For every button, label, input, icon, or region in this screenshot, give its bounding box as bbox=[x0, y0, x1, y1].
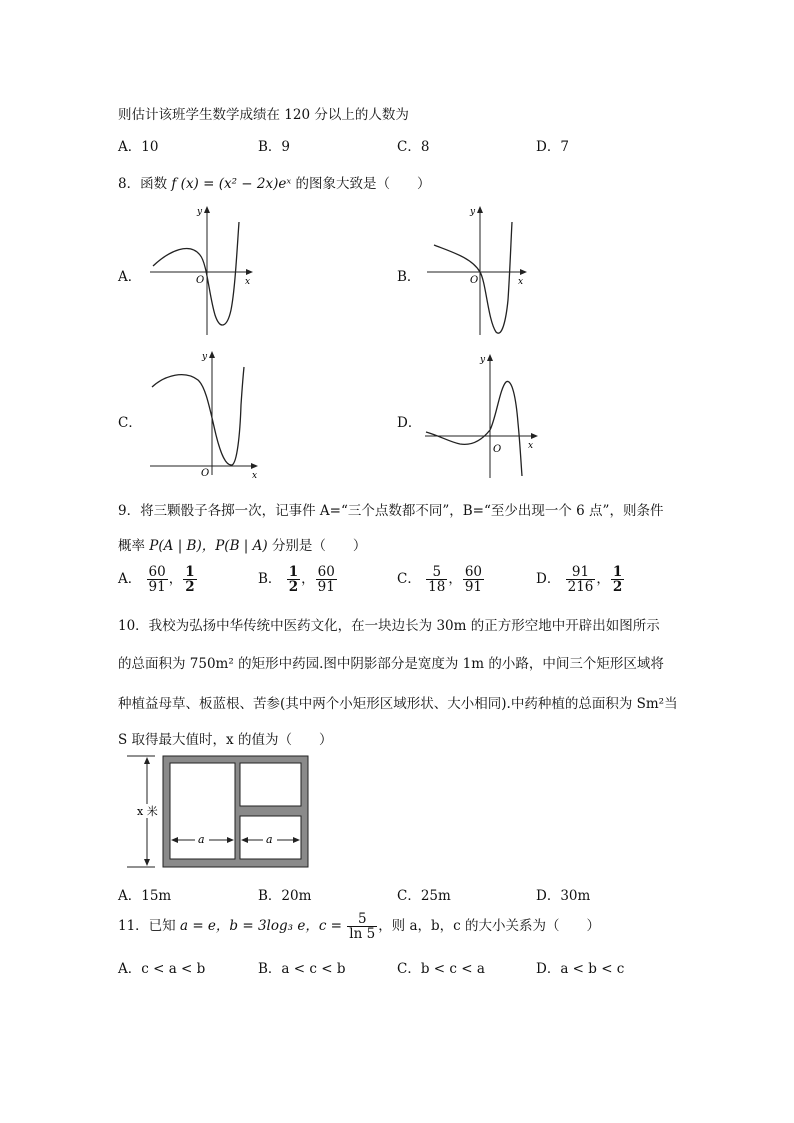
numerator: 1 bbox=[612, 564, 623, 580]
q11-stem bbox=[118, 912, 600, 941]
arrow-up-icon bbox=[144, 757, 150, 764]
x-label: x bbox=[252, 471, 258, 480]
q10-line2: 的总面积为 750m² 的矩形中药园.图中阴影部分是宽度为 1m 的小路，中间三个矩形区域将 bbox=[118, 656, 664, 672]
origin-label: O bbox=[470, 275, 479, 286]
denominator: 91 bbox=[317, 579, 335, 596]
fraction-2 bbox=[463, 565, 484, 594]
q9-line2-formula: P(A | B)，P(B | A) bbox=[149, 538, 268, 554]
q10-option-c: C．25m bbox=[397, 888, 451, 904]
curve bbox=[152, 367, 244, 465]
q11-option-b: B．a < c < b bbox=[258, 961, 346, 977]
fraction-1 bbox=[147, 565, 168, 594]
denominator: ln 5 bbox=[349, 926, 376, 943]
q9-line2-prefix: 概率 bbox=[118, 538, 145, 554]
fraction-2 bbox=[611, 565, 624, 594]
numerator: 91 bbox=[566, 565, 596, 580]
numerator: 1 bbox=[185, 564, 195, 580]
q10-option-d: D．30m bbox=[536, 888, 591, 904]
q8-option-c-label: C． bbox=[118, 415, 142, 431]
q11-expr: a = e，b = 3log₃ e，c = bbox=[179, 918, 342, 935]
q11-prefix: 11．已知 bbox=[118, 918, 176, 935]
y-arrow-icon bbox=[477, 206, 483, 213]
option-label: C． bbox=[397, 571, 421, 588]
q10-line1: 10．我校为弘扬中华传统中医药文化，在一块边长为 30m 的正方形空地中开辟出如图所示 bbox=[118, 618, 660, 634]
y-arrow-icon bbox=[209, 351, 215, 358]
denominator: 91 bbox=[148, 579, 166, 596]
q11-option-d: D．a < b < c bbox=[536, 961, 625, 977]
option-label: B． bbox=[258, 571, 282, 588]
q8-prefix: 8．函数 bbox=[118, 176, 168, 192]
numerator: 60 bbox=[317, 564, 335, 580]
denominator: 91 bbox=[464, 579, 483, 596]
q10-garden-figure bbox=[125, 752, 315, 872]
denominator: 2 bbox=[612, 579, 623, 596]
x-arrow-icon bbox=[520, 269, 527, 275]
x-label: x bbox=[528, 441, 534, 451]
q8-option-d-label: D． bbox=[397, 415, 422, 431]
q8-graph-b bbox=[422, 200, 537, 340]
q8-option-a-label: A． bbox=[118, 269, 142, 285]
q10-line4: S 取得最大值时，x 的值为（ ） bbox=[118, 732, 333, 748]
q11-option-a: A．c < a < b bbox=[118, 961, 206, 977]
q8-graph-c bbox=[140, 345, 265, 480]
height-label: x 米 bbox=[137, 805, 158, 818]
origin-label: O bbox=[493, 444, 502, 455]
q8-graph-a bbox=[145, 200, 260, 340]
y-label: y bbox=[197, 207, 203, 217]
numerator: 60 bbox=[148, 564, 166, 580]
numerator: 5 bbox=[426, 565, 447, 580]
numerator: 5 bbox=[347, 912, 377, 927]
q9-option-d: D． $\frac{91}{216}$ ， $\frac{1}{2}$ bbox=[536, 564, 623, 596]
q9-line2 bbox=[118, 534, 366, 554]
q9-option-a: A． $\frac{60}{91}$ ， $\frac{1}{2}$ bbox=[118, 564, 195, 596]
x-arrow-icon bbox=[531, 433, 538, 439]
curve bbox=[426, 381, 522, 476]
x-label: x bbox=[245, 277, 251, 287]
q9-line2-suffix: 分别是（ ） bbox=[271, 538, 367, 554]
denominator: 216 bbox=[567, 579, 594, 596]
denominator: 18 bbox=[428, 579, 446, 596]
q7-text: 则估计该班学生数学成绩在 120 分以上的人数为 bbox=[118, 107, 409, 123]
curve bbox=[153, 222, 239, 325]
fraction-1 bbox=[287, 565, 300, 594]
fraction-2 bbox=[183, 565, 196, 594]
q10-line3: 种植益母草、板蓝根、苦参(其中两个小矩形区域形状、大小相同).中药种植的总面积为 Sm²当 bbox=[118, 696, 678, 712]
origin-label: O bbox=[196, 275, 205, 286]
q10-option-b: B．20m bbox=[258, 888, 312, 904]
q11-c-fraction bbox=[347, 912, 377, 941]
width-label-2: a bbox=[266, 833, 273, 846]
q7-option-c: C．8 bbox=[397, 139, 430, 155]
q8-suffix: 的图象大致是（ ） bbox=[295, 176, 431, 192]
q7-option-a: A．10 bbox=[118, 139, 159, 155]
y-label: y bbox=[470, 207, 476, 217]
fraction-2 bbox=[316, 565, 337, 594]
fraction-1 bbox=[426, 565, 447, 594]
q9-option-b: B． $\frac{1}{2}$ ， $\frac{60}{91}$ bbox=[258, 564, 335, 596]
option-label: D． bbox=[536, 571, 561, 588]
q8-stem bbox=[118, 172, 430, 192]
x-arrow-icon bbox=[251, 463, 258, 469]
numerator: 60 bbox=[464, 564, 483, 580]
x-label: x bbox=[518, 277, 524, 287]
q11-option-c: C．b < c < a bbox=[397, 961, 485, 977]
arrow-down-icon bbox=[144, 859, 150, 866]
q8-option-b-label: B． bbox=[397, 269, 421, 285]
y-arrow-icon bbox=[487, 354, 493, 361]
q9-option-c: C． $\frac{5}{18}$ ， $\frac{60}{91}$ bbox=[397, 564, 483, 596]
width-label-1: a bbox=[198, 833, 205, 846]
q8-formula: f (x) = (x² − 2x)eˣ bbox=[171, 176, 292, 192]
y-label: y bbox=[480, 355, 486, 365]
y-label: y bbox=[202, 352, 208, 362]
q7-option-b: B．9 bbox=[258, 139, 291, 155]
q7-option-d: D．7 bbox=[536, 139, 569, 155]
origin-label: O bbox=[201, 468, 210, 479]
q9-line1: 9．将三颗骰子各掷一次，记事件 A=“三个点数都不同”，B=“至少出现一个 6 点”，则条件 bbox=[118, 503, 664, 519]
q10-option-a: A．15m bbox=[118, 888, 172, 904]
x-arrow-icon bbox=[246, 269, 253, 275]
y-arrow-icon bbox=[204, 206, 210, 213]
plot-top-right bbox=[240, 763, 301, 806]
option-label: A． bbox=[118, 571, 142, 588]
fraction-1 bbox=[566, 565, 596, 594]
q11-suffix: ，则 a，b，c 的大小关系为（ ） bbox=[378, 918, 601, 935]
denominator: 2 bbox=[185, 579, 195, 596]
numerator: 1 bbox=[288, 564, 299, 580]
q8-graph-d bbox=[420, 348, 545, 483]
denominator: 2 bbox=[288, 579, 299, 596]
